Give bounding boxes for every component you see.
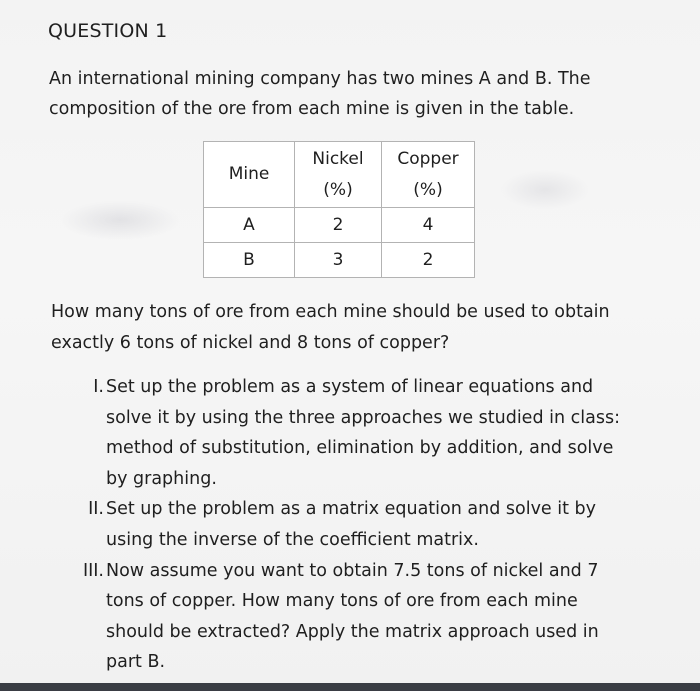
background-shadow bbox=[500, 170, 590, 210]
task-item bbox=[72, 494, 632, 555]
cell-copper: 2 bbox=[382, 243, 475, 278]
table-row bbox=[204, 208, 475, 243]
header-mine: Mine bbox=[204, 142, 295, 208]
table-row bbox=[204, 243, 475, 278]
task-item bbox=[72, 372, 632, 494]
intro-text: An international mining company has two mines A and B. The composition of the ore from each mine is given in the table. bbox=[49, 69, 591, 119]
task-text: Set up the problem as a system of linear equations and solve it by using the three approaches we studied in class: method of substitution, elimination by addition, and solve by graphing. bbox=[106, 377, 620, 489]
table-header-row bbox=[204, 142, 475, 208]
task-list bbox=[72, 372, 632, 678]
header-nickel-line1: Nickel bbox=[312, 148, 364, 169]
header-nickel bbox=[295, 142, 382, 208]
cell-mine: A bbox=[204, 208, 295, 243]
cell-nickel: 2 bbox=[295, 208, 382, 243]
header-nickel-line2: (%) bbox=[323, 179, 353, 200]
task-number: I. bbox=[93, 377, 104, 397]
header-copper bbox=[382, 142, 475, 208]
task-text: Now assume you want to obtain 7.5 tons of nickel and 7 tons of copper. How many tons of ore from each mine should be extracted? Apply the matrix approach used in part B. bbox=[106, 560, 599, 673]
background-shadow bbox=[60, 200, 180, 240]
cell-mine: B bbox=[204, 243, 295, 278]
bottom-bar bbox=[0, 683, 700, 691]
question-header: QUESTION 1 bbox=[48, 20, 168, 42]
header-copper-line1: Copper bbox=[397, 148, 459, 169]
header-copper-line2: (%) bbox=[413, 179, 443, 200]
task-text: Set up the problem as a matrix equation and solve it by using the inverse of the coefficient matrix. bbox=[106, 499, 596, 550]
ore-composition-table bbox=[203, 141, 475, 278]
task-item bbox=[72, 556, 632, 678]
cell-nickel: 3 bbox=[295, 243, 382, 278]
question-text: How many tons of ore from each mine should be used to obtain exactly 6 tons of nickel and 8 tons of copper? bbox=[51, 302, 610, 353]
cell-copper: 4 bbox=[382, 208, 475, 243]
task-number: II. bbox=[88, 499, 104, 520]
task-number: III. bbox=[82, 560, 104, 581]
